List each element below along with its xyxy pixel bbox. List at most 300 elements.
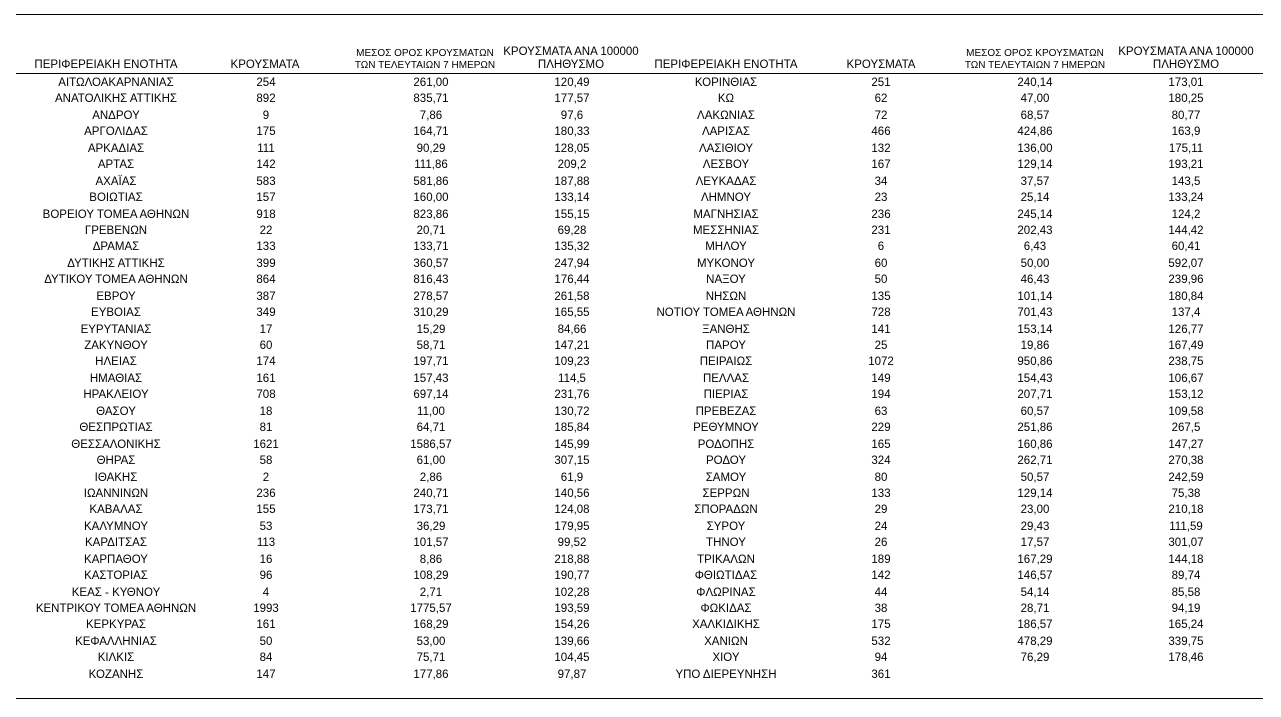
avg7-value: 262,71 bbox=[1017, 455, 1053, 468]
per100k-value: 209,2 bbox=[557, 159, 587, 172]
region-name: ΣΠΟΡΑΔΩΝ bbox=[694, 504, 758, 517]
cases-value: 132 bbox=[871, 142, 891, 155]
per100k-value: 133,24 bbox=[1168, 192, 1204, 205]
header-region-label: ΠΕΡΙΦΕΡΕΙΑΚΗ ΕΝΟΤΗΤΑ bbox=[654, 59, 798, 71]
avg7-value: 17,57 bbox=[1020, 537, 1050, 550]
avg7-value: 61,00 bbox=[416, 455, 446, 468]
header-region-left bbox=[18, 40, 194, 72]
cases-value: 29 bbox=[874, 504, 888, 517]
region-name: ΘΕΣΠΡΩΤΙΑΣ bbox=[79, 422, 153, 435]
avg7-value: 950,86 bbox=[1017, 356, 1053, 369]
region-name: ΚΕΑΣ - ΚΥΘΝΟΥ bbox=[71, 586, 161, 599]
cases-value: 361 bbox=[871, 668, 891, 681]
region-name: ΘΑΣΟΥ bbox=[96, 405, 136, 418]
per100k-value: 124,2 bbox=[1171, 208, 1201, 221]
region-name: ΖΑΚΥΝΘΟΥ bbox=[84, 340, 148, 352]
cases-value: 161 bbox=[256, 619, 276, 632]
per100k-value: 143,5 bbox=[1171, 175, 1201, 188]
cases-value: 38 bbox=[874, 603, 888, 615]
avg7-value: 11,00 bbox=[417, 405, 445, 418]
region-name: ΛΗΜΝΟΥ bbox=[700, 192, 752, 205]
cases-value: 24 bbox=[874, 520, 888, 533]
avg7-value: 478,29 bbox=[1017, 635, 1053, 648]
avg7-value: 23,00 bbox=[1020, 504, 1050, 517]
cases-value: 2 bbox=[262, 471, 270, 484]
region-name: ΝΑΞΟΥ bbox=[706, 274, 746, 287]
cases-value: 236 bbox=[256, 487, 276, 500]
cases-value: 25 bbox=[874, 340, 888, 352]
per100k-value: 102,28 bbox=[554, 586, 590, 599]
region-name: ΣΥΡΟΥ bbox=[706, 520, 746, 533]
avg7-value: 360,57 bbox=[413, 257, 449, 270]
cases-value: 175 bbox=[256, 126, 276, 139]
region-name: ΦΘΙΩΤΙΔΑΣ bbox=[694, 570, 758, 583]
avg7-value: 6,43 bbox=[1023, 241, 1047, 254]
avg7-value: 164,71 bbox=[413, 126, 449, 139]
cases-value: 133 bbox=[256, 241, 276, 254]
region-name: ΝΟΤΙΟΥ ΤΟΜΕΑ ΑΘΗΝΩΝ bbox=[656, 307, 796, 320]
region-name: ΛΕΣΒΟΥ bbox=[702, 159, 750, 172]
per100k-value: 339,75 bbox=[1168, 635, 1204, 648]
header-per100k-line2: ΠΛΗΘΥΣΜΟ bbox=[1152, 59, 1220, 71]
region-name: ΧΑΝΙΩΝ bbox=[704, 635, 748, 648]
per100k-value: 180,84 bbox=[1168, 290, 1204, 303]
cases-value: 94 bbox=[874, 652, 888, 665]
region-name: ΚΩ bbox=[717, 93, 735, 106]
per100k-value: 239,96 bbox=[1168, 274, 1204, 287]
per100k-value: 104,45 bbox=[554, 652, 590, 665]
cases-value: 111 bbox=[257, 142, 275, 155]
avg7-value: 136,00 bbox=[1017, 142, 1053, 155]
cases-value: 18 bbox=[259, 405, 273, 418]
avg7-value: 581,86 bbox=[413, 175, 449, 188]
region-name: ΦΩΚΙΔΑΣ bbox=[700, 603, 752, 615]
avg7-value: 823,86 bbox=[413, 208, 449, 221]
header-avg-right bbox=[950, 40, 1120, 72]
per100k-value: 144,42 bbox=[1168, 224, 1204, 237]
per100k-value: 140,56 bbox=[554, 487, 590, 500]
region-name: ΧΑΛΚΙΔΙΚΗΣ bbox=[692, 619, 760, 632]
bottom-rule bbox=[16, 698, 1263, 699]
header-avg-line1: ΜΕΣΟΣ ΟΡΟΣ ΚΡΟΥΣΜΑΤΩΝ bbox=[356, 48, 494, 59]
per100k-value: 75,38 bbox=[1171, 487, 1201, 500]
region-name: ΓΡΕΒΕΝΩΝ bbox=[84, 224, 148, 237]
header-avg-line1: ΜΕΣΟΣ ΟΡΟΣ ΚΡΟΥΣΜΑΤΩΝ bbox=[966, 48, 1104, 59]
cases-value: 142 bbox=[256, 159, 276, 172]
cases-value: 728 bbox=[871, 307, 891, 320]
region-name: ΒΟΙΩΤΙΑΣ bbox=[89, 192, 143, 205]
cases-value: 161 bbox=[256, 372, 276, 385]
header-avg-line2: ΤΩΝ ΤΕΛΕΥΤΑΙΩΝ 7 ΗΜΕΡΩΝ bbox=[354, 60, 496, 71]
per100k-value: 89,74 bbox=[1171, 570, 1201, 583]
avg7-value: 36,29 bbox=[416, 520, 446, 533]
cases-value: 708 bbox=[256, 389, 276, 402]
region-name: ΚΙΛΚΙΣ bbox=[97, 652, 135, 665]
avg7-value: 168,29 bbox=[413, 619, 449, 632]
region-name: ΤΡΙΚΑΛΩΝ bbox=[697, 553, 755, 566]
region-name: ΙΘΑΚΗΣ bbox=[94, 471, 138, 484]
region-name: ΗΛΕΙΑΣ bbox=[95, 356, 137, 369]
per100k-value: 165,24 bbox=[1168, 619, 1204, 632]
per100k-value: 261,58 bbox=[554, 290, 590, 303]
cases-value: 84 bbox=[259, 652, 273, 665]
avg7-value: 202,43 bbox=[1017, 224, 1053, 237]
header-region-label: ΠΕΡΙΦΕΡΕΙΑΚΗ ΕΝΟΤΗΤΑ bbox=[34, 59, 178, 71]
avg7-value: 816,43 bbox=[413, 274, 449, 287]
header-per100k-right bbox=[1110, 40, 1262, 72]
cases-value: 466 bbox=[871, 126, 891, 139]
per100k-value: 109,23 bbox=[554, 356, 590, 369]
avg7-value: 19,86 bbox=[1020, 340, 1050, 352]
avg7-value: 697,14 bbox=[413, 389, 449, 402]
region-name: ΠΕΛΛΑΣ bbox=[702, 372, 750, 385]
region-name: ΙΩΑΝΝΙΝΩΝ bbox=[83, 487, 149, 500]
per100k-value: 130,72 bbox=[554, 405, 590, 418]
region-name: ΚΑΡΠΑΘΟΥ bbox=[84, 553, 148, 566]
avg7-value: 160,86 bbox=[1017, 438, 1053, 451]
avg7-value: 111,86 bbox=[414, 159, 448, 172]
avg7-value: 153,14 bbox=[1017, 323, 1053, 336]
region-name: ΑΝΑΤΟΛΙΚΗΣ ΑΤΤΙΚΗΣ bbox=[54, 93, 177, 106]
region-name: ΡΟΔΟΥ bbox=[705, 455, 747, 468]
avg7-value: 261,00 bbox=[413, 77, 449, 89]
per100k-value: 147,27 bbox=[1168, 438, 1204, 451]
region-name: ΜΕΣΣΗΝΙΑΣ bbox=[692, 224, 760, 237]
region-name: ΛΑΚΩΝΙΑΣ bbox=[697, 109, 755, 122]
avg7-value: 54,14 bbox=[1020, 586, 1050, 599]
header-rule bbox=[16, 73, 1263, 74]
per100k-value: 154,26 bbox=[554, 619, 590, 632]
per100k-value: 175,11 bbox=[1168, 142, 1204, 155]
cases-value: 80 bbox=[874, 471, 888, 484]
per100k-value: 137,4 bbox=[1171, 307, 1201, 320]
avg7-value: 101,57 bbox=[413, 537, 449, 550]
per100k-value: 114,5 bbox=[558, 372, 586, 385]
region-name: ΧΙΟΥ bbox=[712, 652, 740, 665]
cases-value: 142 bbox=[871, 570, 891, 583]
avg7-value: 197,71 bbox=[413, 356, 449, 369]
avg7-value: 133,71 bbox=[413, 241, 449, 254]
cases-value: 60 bbox=[874, 257, 888, 270]
per100k-value: 97,6 bbox=[560, 109, 584, 122]
cases-value: 155 bbox=[256, 504, 276, 517]
per100k-value: 267,5 bbox=[1171, 422, 1201, 435]
cases-value: 133 bbox=[871, 487, 891, 500]
avg7-value: 701,43 bbox=[1017, 307, 1053, 320]
cases-value: 26 bbox=[874, 537, 888, 550]
avg7-value: 2,71 bbox=[419, 586, 443, 599]
per100k-value: 97,87 bbox=[557, 668, 587, 681]
per100k-value: 153,12 bbox=[1168, 389, 1204, 402]
cases-value: 63 bbox=[874, 405, 888, 418]
avg7-value: 2,86 bbox=[419, 471, 443, 484]
avg7-value: 129,14 bbox=[1017, 487, 1053, 500]
region-name: ΒΟΡΕΙΟΥ ΤΟΜΕΑ ΑΘΗΝΩΝ bbox=[42, 208, 190, 221]
cases-value: 165 bbox=[871, 438, 891, 451]
cases-value: 174 bbox=[256, 356, 276, 369]
avg7-value: 75,71 bbox=[416, 652, 446, 665]
avg7-value: 53,00 bbox=[416, 635, 446, 648]
avg7-value: 47,00 bbox=[1020, 93, 1050, 106]
avg7-value: 60,57 bbox=[1020, 405, 1050, 418]
cases-value: 6 bbox=[877, 241, 885, 254]
avg7-value: 68,57 bbox=[1020, 109, 1050, 122]
cases-value: 72 bbox=[874, 109, 888, 122]
per100k-value: 99,52 bbox=[557, 537, 587, 550]
header-cases-label: ΚΡΟΥΣΜΑΤΑ bbox=[230, 59, 300, 71]
per100k-value: 177,57 bbox=[554, 93, 590, 106]
per100k-value: 135,32 bbox=[554, 241, 590, 254]
cases-value: 34 bbox=[874, 175, 888, 188]
avg7-value: 58,71 bbox=[416, 340, 446, 352]
region-name: ΜΥΚΟΝΟΥ bbox=[696, 257, 756, 270]
avg7-value: 29,43 bbox=[1020, 520, 1050, 533]
region-name: ΑΧΑΪΑΣ bbox=[95, 175, 137, 188]
avg7-value: 76,29 bbox=[1020, 652, 1050, 665]
avg7-value: 160,00 bbox=[413, 192, 449, 205]
region-name: ΚΑΣΤΟΡΙΑΣ bbox=[84, 570, 148, 583]
per100k-value: 238,75 bbox=[1168, 356, 1204, 369]
per100k-value: 84,66 bbox=[557, 323, 587, 336]
avg7-value: 240,71 bbox=[413, 487, 449, 500]
per100k-value: 231,76 bbox=[554, 389, 590, 402]
header-per100k-line1: ΚΡΟΥΣΜΑΤΑ ΑΝΑ 100000 bbox=[503, 46, 639, 58]
region-name: ΘΕΣΣΑΛΟΝΙΚΗΣ bbox=[71, 438, 161, 451]
per100k-value: 210,18 bbox=[1168, 504, 1204, 517]
per100k-value: 126,77 bbox=[1168, 323, 1204, 336]
avg7-value: 101,14 bbox=[1017, 290, 1053, 303]
per100k-value: 124,08 bbox=[554, 504, 590, 517]
cases-value: 149 bbox=[871, 372, 891, 385]
per100k-value: 85,58 bbox=[1171, 586, 1201, 599]
cases-value: 4 bbox=[262, 586, 270, 599]
cases-value: 387 bbox=[256, 290, 276, 303]
region-name: ΔΥΤΙΚΗΣ ΑΤΤΙΚΗΣ bbox=[67, 257, 165, 270]
avg7-value: 424,86 bbox=[1017, 126, 1053, 139]
region-name: ΑΡΤΑΣ bbox=[97, 159, 135, 172]
cases-value: 60 bbox=[259, 340, 273, 352]
header-cases-label: ΚΡΟΥΣΜΑΤΑ bbox=[846, 59, 916, 71]
region-name: ΚΑΡΔΙΤΣΑΣ bbox=[85, 537, 147, 550]
cases-value: 135 bbox=[871, 290, 891, 303]
per100k-value: 193,21 bbox=[1168, 159, 1204, 172]
region-name: ΣΑΜΟΥ bbox=[705, 471, 747, 484]
avg7-value: 25,14 bbox=[1020, 192, 1050, 205]
region-name: ΠΑΡΟΥ bbox=[706, 340, 746, 352]
per100k-value: 270,38 bbox=[1168, 455, 1204, 468]
per100k-value: 61,9 bbox=[560, 471, 584, 484]
per100k-value: 179,95 bbox=[554, 520, 590, 533]
per100k-value: 147,21 bbox=[554, 340, 590, 352]
avg7-value: 146,57 bbox=[1017, 570, 1053, 583]
cases-value: 175 bbox=[871, 619, 891, 632]
cases-value: 23 bbox=[874, 192, 888, 205]
region-name: ΝΗΣΩΝ bbox=[705, 290, 747, 303]
per100k-value: 180,33 bbox=[554, 126, 590, 139]
region-name: ΜΗΛΟΥ bbox=[705, 241, 747, 254]
avg7-value: 173,71 bbox=[413, 504, 449, 517]
region-name: ΣΕΡΡΩΝ bbox=[702, 487, 750, 500]
region-name: ΗΡΑΚΛΕΙΟΥ bbox=[83, 389, 149, 402]
avg7-value: 157,43 bbox=[413, 372, 449, 385]
region-name: ΜΑΓΝΗΣΙΑΣ bbox=[693, 208, 759, 221]
avg7-value: 177,86 bbox=[413, 668, 449, 681]
region-name: ΕΒΡΟΥ bbox=[96, 290, 136, 303]
region-name: ΔΡΑΜΑΣ bbox=[92, 241, 140, 254]
per100k-value: 155,15 bbox=[554, 208, 590, 221]
cases-value: 141 bbox=[871, 323, 891, 336]
avg7-value: 310,29 bbox=[413, 307, 449, 320]
cases-value: 16 bbox=[259, 553, 273, 566]
per100k-value: 190,77 bbox=[554, 570, 590, 583]
cases-value: 892 bbox=[256, 93, 276, 106]
cases-value: 231 bbox=[871, 224, 891, 237]
region-name: ΚΕΡΚΥΡΑΣ bbox=[86, 619, 146, 632]
per100k-value: 94,19 bbox=[1171, 603, 1201, 615]
cases-value: 236 bbox=[871, 208, 891, 221]
region-name: ΘΗΡΑΣ bbox=[96, 455, 136, 468]
per100k-value: 60,41 bbox=[1171, 241, 1201, 254]
region-name: ΚΟΡΙΝΘΙΑΣ bbox=[694, 77, 758, 89]
per100k-value: 106,67 bbox=[1168, 372, 1204, 385]
avg7-value: 50,57 bbox=[1020, 471, 1050, 484]
cases-value: 9 bbox=[262, 109, 270, 122]
per100k-value: 218,88 bbox=[554, 553, 590, 566]
header-cases-left bbox=[220, 40, 310, 72]
per100k-value: 109,58 bbox=[1168, 405, 1204, 418]
region-name: ΛΑΣΙΘΙΟΥ bbox=[698, 142, 754, 155]
cases-value: 17 bbox=[259, 323, 273, 336]
per100k-value: 247,94 bbox=[554, 257, 590, 270]
region-name: ΚΕΝΤΡΙΚΟΥ ΤΟΜΕΑ ΑΘΗΝΩΝ bbox=[35, 603, 197, 615]
cases-value: 50 bbox=[259, 635, 273, 648]
per100k-value: 80,77 bbox=[1171, 109, 1201, 122]
per100k-value: 592,07 bbox=[1168, 257, 1204, 270]
avg7-value: 90,29 bbox=[416, 142, 446, 155]
avg7-value: 207,71 bbox=[1017, 389, 1053, 402]
cases-value: 1993 bbox=[253, 603, 279, 615]
region-name: ΚΑΛΥΜΝΟΥ bbox=[84, 520, 148, 533]
header-cases-right bbox=[836, 40, 926, 72]
cases-value: 62 bbox=[874, 93, 888, 106]
avg7-value: 50,00 bbox=[1020, 257, 1050, 270]
region-name: ΚΟΖΑΝΗΣ bbox=[88, 668, 144, 681]
region-name: ΑΡΓΟΛΙΔΑΣ bbox=[84, 126, 148, 139]
per100k-value: 165,55 bbox=[554, 307, 590, 320]
per100k-value: 145,99 bbox=[554, 438, 590, 451]
per100k-value: 176,44 bbox=[554, 274, 590, 287]
per100k-value: 120,49 bbox=[554, 77, 590, 89]
region-name: ΛΕΥΚΑΔΑΣ bbox=[695, 175, 757, 188]
region-name: ΞΑΝΘΗΣ bbox=[702, 323, 750, 336]
avg7-value: 46,43 bbox=[1020, 274, 1050, 287]
avg7-value: 1586,57 bbox=[410, 438, 452, 451]
per100k-value: 180,25 bbox=[1168, 93, 1204, 106]
per100k-value: 185,84 bbox=[554, 422, 590, 435]
cases-value: 532 bbox=[871, 635, 891, 648]
per100k-value: 187,88 bbox=[554, 175, 590, 188]
region-name: ΕΥΒΟΙΑΣ bbox=[91, 307, 141, 320]
avg7-value: 15,29 bbox=[416, 323, 446, 336]
cases-value: 113 bbox=[256, 537, 276, 550]
per100k-value: 133,14 bbox=[554, 192, 590, 205]
region-name: ΤΗΝΟΥ bbox=[706, 537, 746, 550]
cases-value: 157 bbox=[256, 192, 276, 205]
per100k-value: 128,05 bbox=[554, 142, 590, 155]
cases-value: 349 bbox=[256, 307, 276, 320]
avg7-value: 7,86 bbox=[419, 109, 443, 122]
header-avg-left bbox=[340, 40, 510, 72]
header-region-right bbox=[640, 40, 812, 72]
cases-value: 147 bbox=[256, 668, 276, 681]
region-name: ΕΥΡΥΤΑΝΙΑΣ bbox=[80, 323, 152, 336]
cases-value: 81 bbox=[259, 422, 273, 435]
cases-value: 50 bbox=[874, 274, 888, 287]
avg7-value: 1775,57 bbox=[410, 603, 452, 615]
avg7-value: 240,14 bbox=[1017, 77, 1053, 89]
region-name: ΠΙΕΡΙΑΣ bbox=[703, 389, 749, 402]
cases-value: 189 bbox=[871, 553, 891, 566]
cases-value: 324 bbox=[871, 455, 891, 468]
cases-value: 58 bbox=[259, 455, 273, 468]
avg7-value: 245,14 bbox=[1017, 208, 1053, 221]
cases-value: 864 bbox=[256, 274, 276, 287]
region-name: ΚΑΒΑΛΑΣ bbox=[89, 504, 143, 517]
per100k-value: 301,07 bbox=[1168, 537, 1204, 550]
region-name: ΛΑΡΙΣΑΣ bbox=[701, 126, 751, 139]
avg7-value: 251,86 bbox=[1017, 422, 1053, 435]
region-name: ΡΟΔΟΠΗΣ bbox=[697, 438, 755, 451]
region-name: ΦΛΩΡΙΝΑΣ bbox=[696, 586, 756, 599]
cases-value: 194 bbox=[871, 389, 891, 402]
cases-value: 254 bbox=[256, 77, 276, 89]
per100k-value: 173,01 bbox=[1168, 77, 1204, 89]
header-per100k-line1: ΚΡΟΥΣΜΑΤΑ ΑΝΑ 100000 bbox=[1118, 46, 1254, 58]
per100k-value: 111,59 bbox=[1169, 520, 1203, 533]
cases-value: 399 bbox=[256, 257, 276, 270]
cases-value: 918 bbox=[256, 208, 276, 221]
per100k-value: 163,9 bbox=[1171, 126, 1201, 139]
region-name: ΗΜΑΘΙΑΣ bbox=[89, 372, 143, 385]
region-name: ΔΥΤΙΚΟΥ ΤΟΜΕΑ ΑΘΗΝΩΝ bbox=[44, 274, 188, 287]
per100k-value: 307,15 bbox=[554, 455, 590, 468]
avg7-value: 835,71 bbox=[413, 93, 449, 106]
avg7-value: 278,57 bbox=[413, 290, 449, 303]
cases-value: 44 bbox=[874, 586, 888, 599]
header-per100k-left bbox=[495, 40, 647, 72]
avg7-value: 28,71 bbox=[1020, 603, 1050, 615]
per100k-value: 178,46 bbox=[1168, 652, 1204, 665]
region-name: ΑΝΔΡΟΥ bbox=[92, 109, 140, 122]
region-name: ΡΕΘΥΜΝΟΥ bbox=[693, 422, 759, 435]
avg7-value: 167,29 bbox=[1017, 553, 1053, 566]
avg7-value: 108,29 bbox=[413, 570, 449, 583]
avg7-value: 8,86 bbox=[419, 553, 443, 566]
region-name: ΑΙΤΩΛΟΑΚΑΡΝΑΝΙΑΣ bbox=[58, 77, 174, 89]
avg7-value: 186,57 bbox=[1017, 619, 1053, 632]
per100k-value: 193,59 bbox=[554, 603, 590, 615]
cases-value: 251 bbox=[871, 77, 891, 89]
avg7-value: 129,14 bbox=[1017, 159, 1053, 172]
cases-value: 96 bbox=[259, 570, 273, 583]
region-name: ΥΠΟ ΔΙΕΡΕΥΝΗΣΗ bbox=[675, 668, 777, 681]
cases-value: 583 bbox=[256, 175, 276, 188]
cases-value: 1072 bbox=[868, 356, 894, 369]
cases-value: 229 bbox=[871, 422, 891, 435]
cases-value: 1621 bbox=[253, 438, 279, 451]
per100k-value: 139,66 bbox=[554, 635, 590, 648]
avg7-value: 154,43 bbox=[1017, 372, 1053, 385]
